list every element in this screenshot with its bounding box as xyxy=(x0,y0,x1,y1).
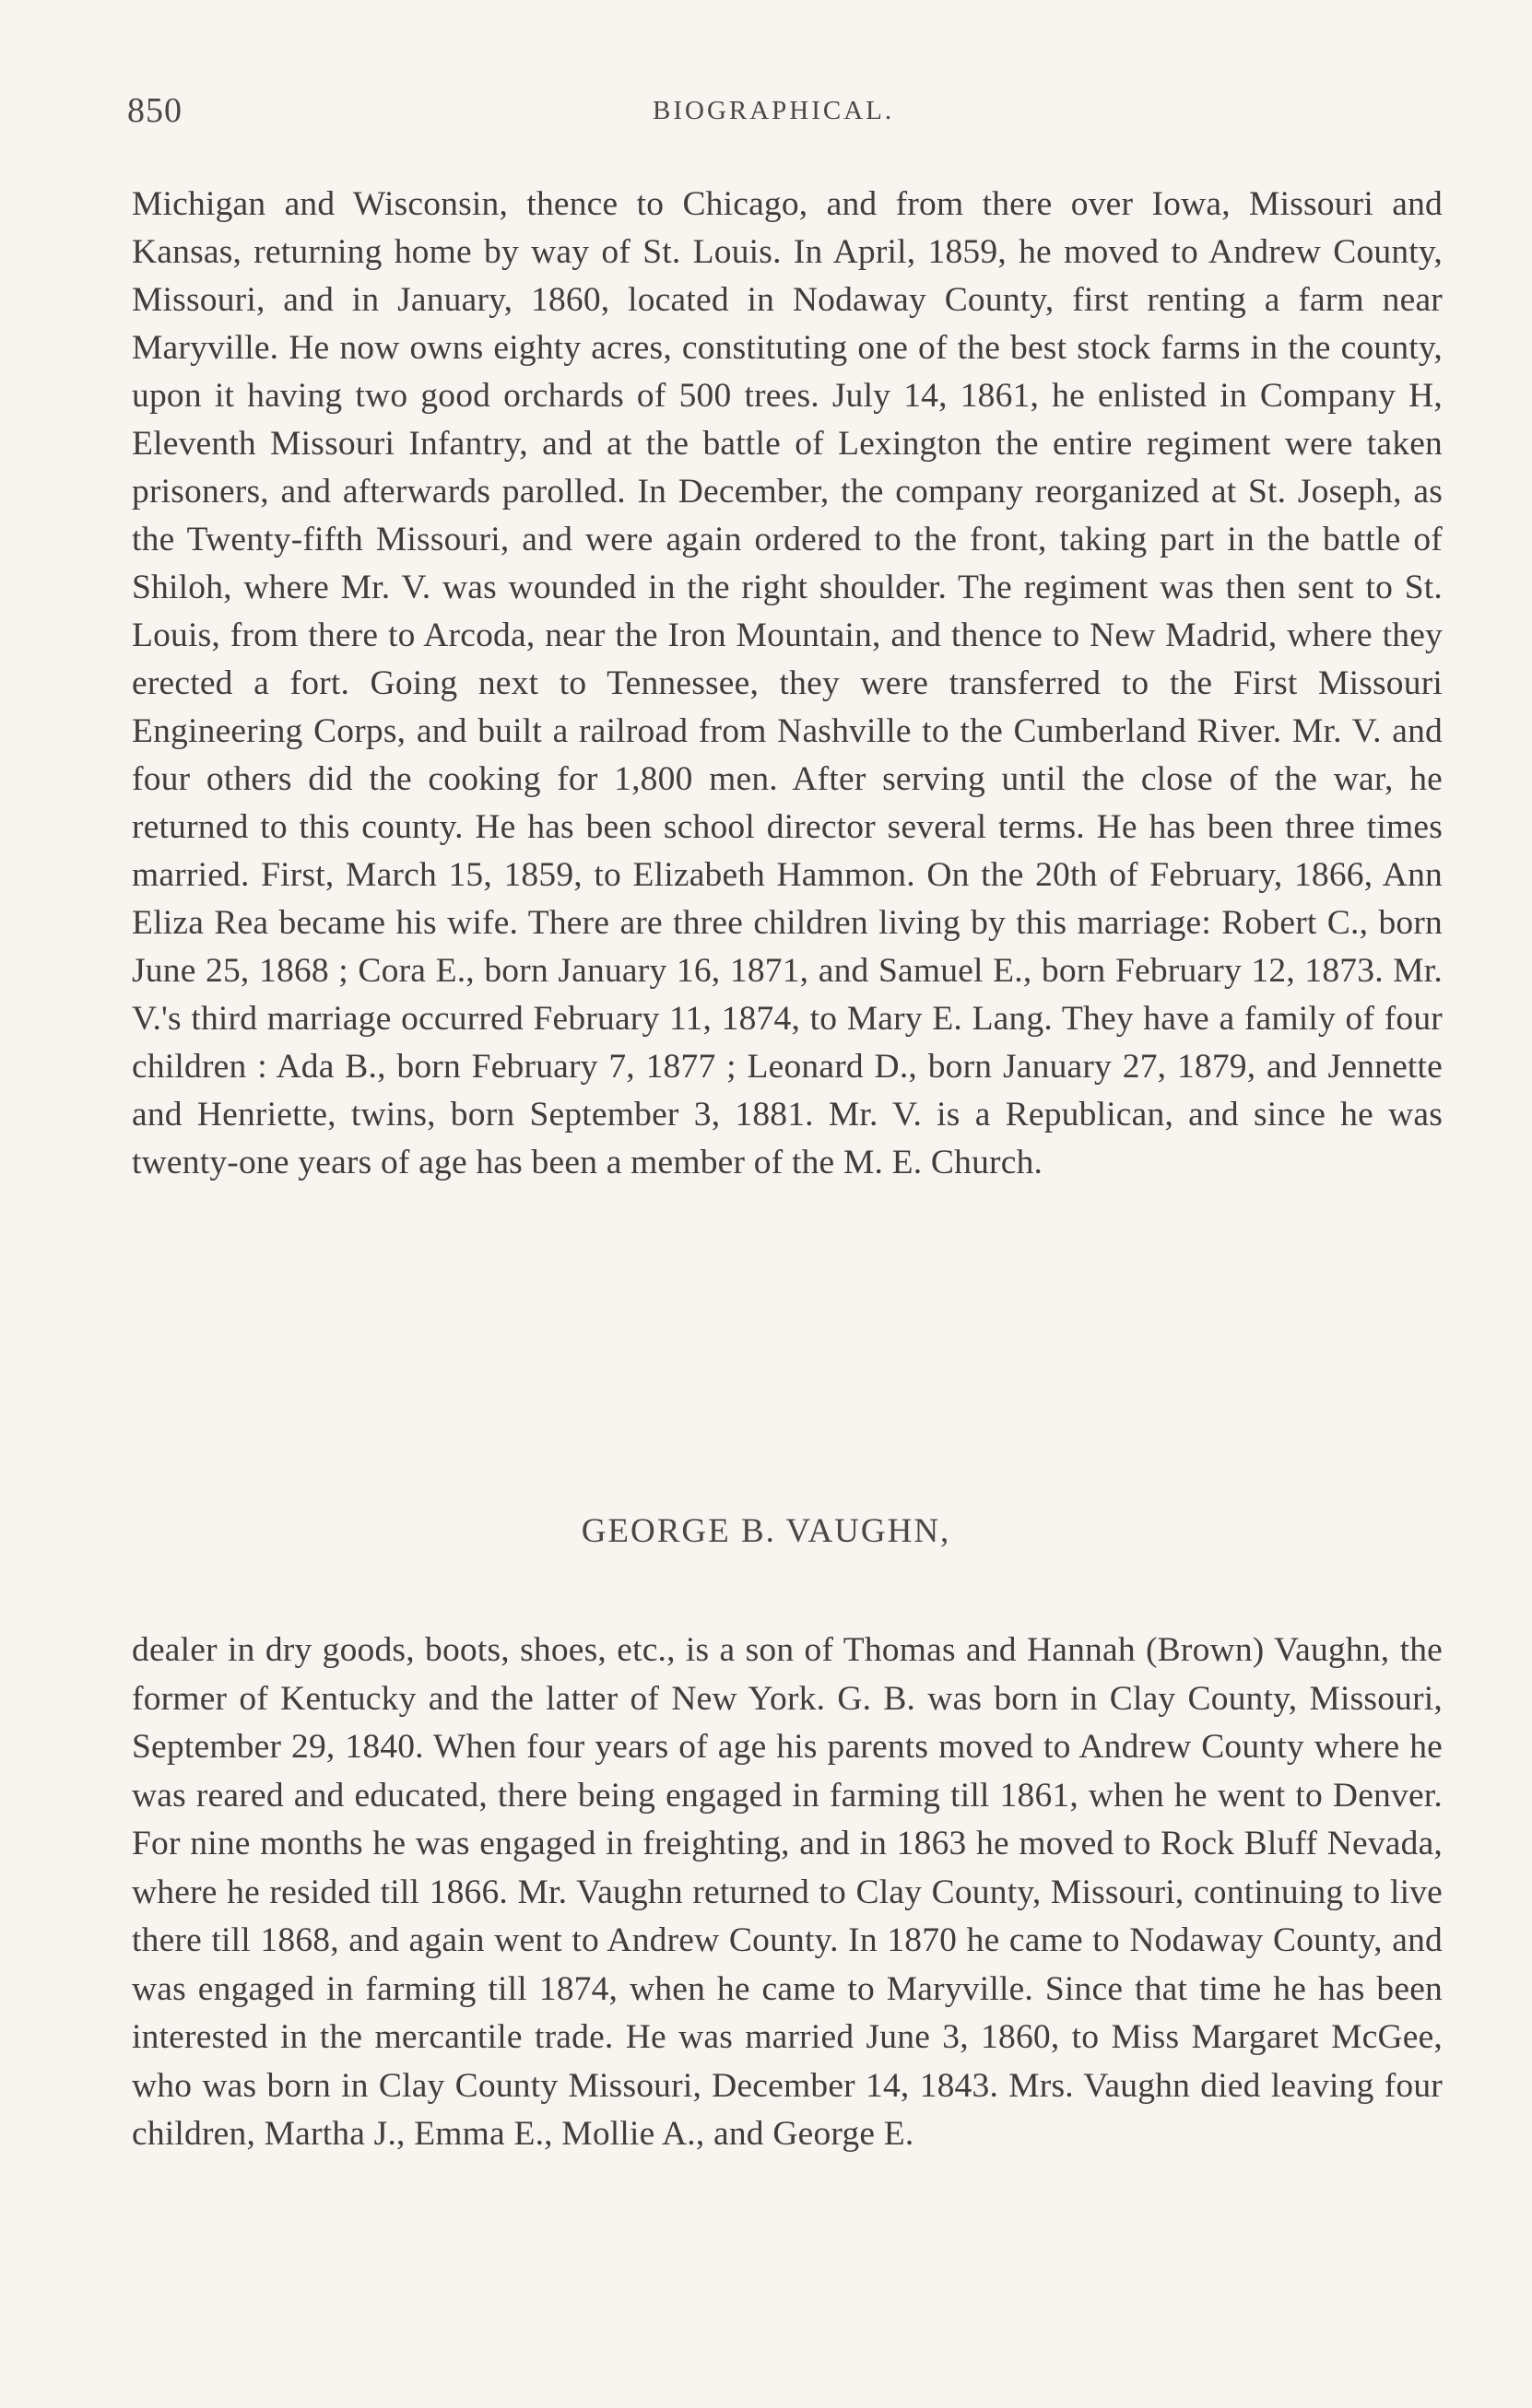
section-title: GEORGE B. VAUGHN, xyxy=(581,1512,951,1550)
paragraph-vaughn-biography: dealer in dry goods, boots, shoes, etc., is a son of Thomas and Hannah (Brown) Vaughn, the former of Kentucky and the latter of New York. G. B. was born in Clay County, Missouri, September 29, 1840. When four years of age his parents moved to Andrew County where he was reared and educated, there being engaged in farming till 1861, when he went to Denver. For nine months he was engaged in freighting, and in 1863 he moved to Rock Bluff Nevada, where he resided till 1866. Mr. Vaughn returned to Clay County, Missouri, continuing to live there till 1868, and again went to Andrew County. In 1870 he came to Nodaway County, and was engaged in farming till 1874, when he came to Maryville. Since that time he has been interested in the mercantile trade. He was married June 3, 1860, to Miss Margaret McGee, who was born in Clay County Missouri, December 14, 1843. Mrs. Vaughn died leaving four children, Martha J., Emma E., Mollie A., and George E. xyxy=(132,1631,1443,2153)
running-head: BIOGRAPHICAL. xyxy=(653,96,895,125)
page-header xyxy=(127,90,1445,146)
paragraph-continuation: Michigan and Wisconsin, thence to Chicago, and from there over Iowa, Missouri and Kansas, returning home by way of St. Louis. In April, 1859, he moved to Andrew County, Missouri, and in January, 1860, located in Nodaway County, first renting a farm near Maryville. He now owns eighty acres, constituting one of the best stock farms in the county, upon it having two good orchards of 500 trees. July 14, 1861, he enlisted in Company H, Eleventh Missouri Infantry, and at the battle of Lexington the entire regiment were taken prisoners, and afterwards parolled. In December, the company reorganized at St. Joseph, as the Twenty-fifth Missouri, and were again ordered to the front, taking part in the battle of Shiloh, where Mr. V. was wounded in the right shoulder. The regiment was then sent to St. Louis, from there to Arcoda, near the Iron Mountain, and thence to New Madrid, where they erected a fort. Going next to Tennessee, they were transferred to the First Missouri Engineering Corps, and built a railroad from Nashville to the Cumberland River. Mr. V. and four others did the cooking for 1,800 men. After serving until the close of the war, he returned to this county. He has been school director several terms. He has been three times married. First, March 15, 1859, to Elizabeth Hammon. On the 20th of February, 1866, Ann Eliza Rea became his wife. There are three children living by this marriage: Robert C., born June 25, 1868 ; Cora E., born January 16, 1871, and Samuel E., born February 12, 1873. Mr. V.'s third marriage occurred February 11, 1874, to Mary E. Lang. They have a family of four children : Ada B., born February 7, 1877 ; Leonard D., born January 27, 1879, and Jennette and Henriette, twins, born September 3, 1881. Mr. V. is a Republican, and since he was twenty-one years of age has been a member of the M. E. Church. xyxy=(132,185,1443,1181)
page-number: 850 xyxy=(127,91,183,130)
